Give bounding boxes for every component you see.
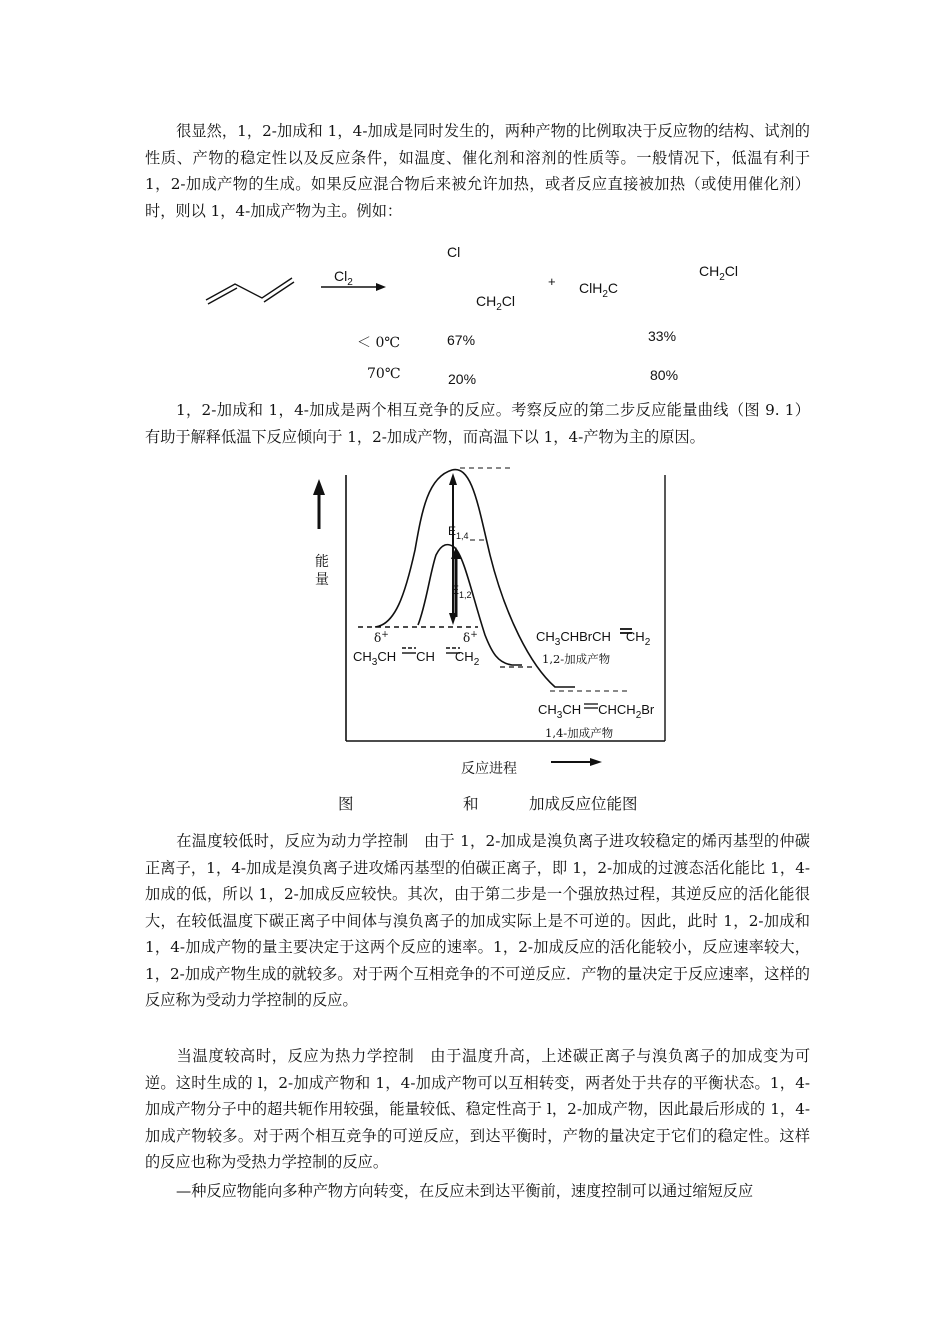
- product12-formula: $CH_3CHBrCH$ $CH_2$: [536, 629, 651, 648]
- x-axis-label: 反应进程: [461, 761, 517, 777]
- paragraph-thermodynamic-control: [145, 1043, 810, 1176]
- paragraph-closing-text: —种反应物能向多种产物方向转变，在反应未到达平衡前，速度控制可以通过缩短反应: [176, 1182, 754, 1200]
- paragraph-competition: [145, 397, 810, 450]
- caption-fig: 图: [338, 795, 354, 813]
- product2-ch2cl: $CH_2Cl$: [699, 263, 739, 283]
- yield-high-product2: 80%: [650, 367, 679, 383]
- yield-low-product1: 67%: [447, 332, 476, 348]
- paragraph-kinetic-control: [145, 828, 810, 1014]
- paragraph-thermodynamic-control-text: 当温度较高时，反应为热力学控制 由于温度升高，上述碳正离子与溴负离子的加成变为可逆。这时生成的 l，2-加成产物和 1，4-加成产物可以互相转变，两者处于共存的平衡状态。1，4-加成产物分子中的超共轭作用较强，能量较低、稳定性高于 l，2-加成产物，因此最后形成的 1，4-加成产物较多。对于两个相互竞争的可逆反应，到达平衡时，产物的量决定于它们的稳定性。这样的反应也称为受热力学控制的反应。: [145, 1047, 810, 1171]
- product2-clh2c: ClH$_2$C: [579, 280, 619, 300]
- product1-cl: Cl: [447, 244, 461, 260]
- condition-high-temp: 70℃: [367, 366, 401, 382]
- paragraph-intro-text: 很显然，1，2-加成和 1，4-加成是同时发生的，两种产物的比例取决于反应物的结构、试剂的性质、产物的稳定性以及反应条件，如温度、催化剂和溶剂的性质等。一般情况下，低温有利于 1，2-加成产物的生成。如果反应混合物后来被允许加热，或者反应直接被加热（或使用催化剂）时，则以 1，4-加成产物为主。例如：: [145, 122, 810, 220]
- yield-high-product1: 20%: [448, 371, 477, 387]
- e14-label: $E_{1,4}$: [448, 524, 469, 541]
- e12-label: $E_{1,2}$: [451, 583, 472, 600]
- energy-diagram-graphics: [300, 455, 680, 775]
- butadiene-structure: [200, 262, 390, 312]
- reagent-label: $Cl_2$: [334, 268, 353, 288]
- caption-and: 和: [463, 795, 479, 813]
- yield-low-product2: 33%: [648, 328, 677, 344]
- caption-title: 加成反应位能图: [529, 795, 638, 813]
- intermediate-formula: $CH_3CH$ CH $CH_2$: [353, 649, 480, 668]
- condition-low-temp: ＜ 0℃: [357, 335, 401, 351]
- product14-label: 1,4-加成产物: [545, 726, 614, 740]
- paragraph-kinetic-control-text: 在温度较低时，反应为动力学控制 由于 1，2-加成是溴负离子进攻较稳定的烯丙基型的仲碳正离子，1，4-加成是溴负离子进攻烯丙基型的伯碳正离子，即 1，2-加成的过渡态活化能比 1，4-加成的低，所以 1，2-加成反应较快。其次，由于第二步是一个强放热过程，其逆反应的活化能很大，在较低温度下碳正离子中间体与溴负离子的加成实际上是不可逆的。因此，此时 1，2-加成和 1，4-加成产物的量主要决定于这两个反应的速率。1，2-加成反应的活化能较小，反应速率较大，1，2-加成产物生成的就较多。对于两个互相竞争的不可逆反应．产物的量决定于反应速率，这样的反应称为受动力学控制的反应。: [145, 832, 810, 1009]
- paragraph-intro: [145, 118, 810, 224]
- y-axis-label: 能 量: [315, 554, 329, 588]
- paragraph-closing: [145, 1178, 810, 1205]
- delta-plus-right: δ+: [463, 630, 478, 645]
- paragraph-competition-text: 1，2-加成和 1，4-加成是两个相互竞争的反应。考察反应的第二步反应能量曲线（图 9. 1）有助于解释低温下反应倾向于 1，2-加成产物，而高温下以 1，4-产物为主的原因。: [145, 401, 810, 446]
- delta-plus-left: δ+: [374, 630, 389, 645]
- plus-sign: +: [548, 274, 556, 289]
- product14-formula: $CH_3CH$ $CHCH_2Br$: [538, 702, 655, 721]
- product12-label: 1,2-加成产物: [542, 652, 611, 666]
- product1-ch2cl: $CH_2Cl$: [476, 293, 516, 313]
